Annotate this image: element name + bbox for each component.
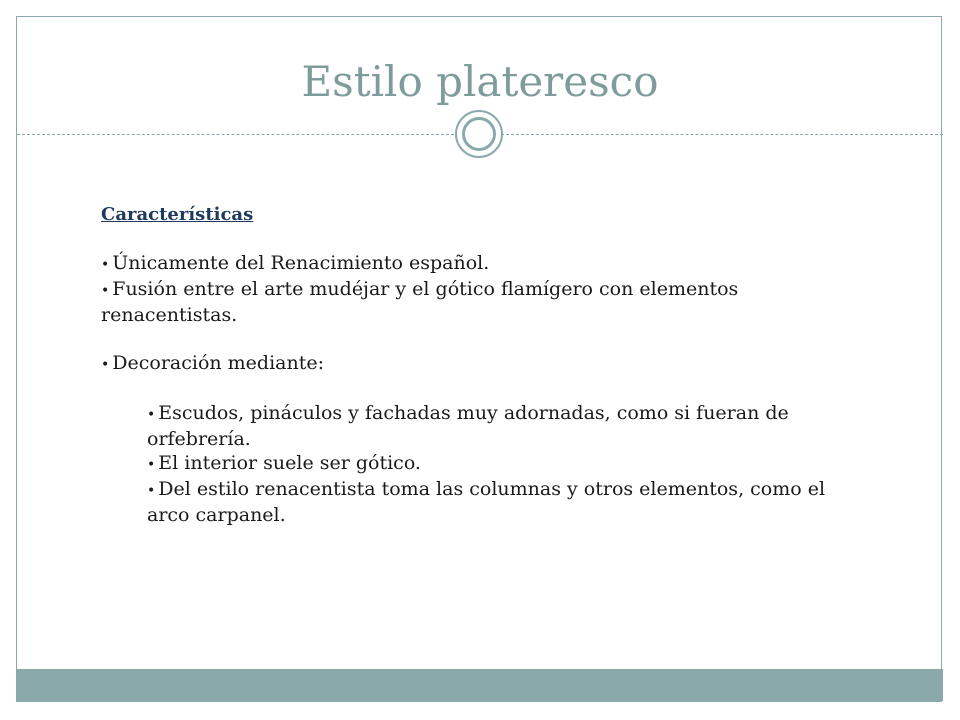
sub-bullet-item [147,401,827,451]
bullet-dot-icon: • [147,483,156,499]
spacer [101,377,861,401]
bullet-item [101,351,861,377]
sub-bullet-item [147,451,827,477]
bullet-text: Únicamente del Renacimiento español. [112,252,490,274]
sub-bullet-text: Del estilo renacentista toma las columnas y otros elementos, como el arco carpanel. [147,478,826,526]
slide-title: Estilo plateresco [301,57,659,106]
bullet-text: Fusión entre el arte mudéjar y el gótico flamígero con elementos renacentistas. [101,278,739,326]
sub-bullet-list [147,401,827,527]
sub-bullet-text: Escudos, pináculos y fachadas muy adornadas, como si fueran de orfebrería. [147,402,789,450]
bullet-item [101,277,861,327]
slide-content [101,203,861,527]
bullet-dot-icon: • [101,283,110,299]
bullet-text: Decoración mediante: [112,352,325,374]
bullet-dot-icon: • [101,257,110,273]
footer-band [17,669,943,701]
sub-bullet-item [147,477,827,527]
bullet-dot-icon: • [147,407,156,423]
sub-bullet-text: El interior suele ser gótico. [158,452,421,474]
slide [16,16,942,702]
circle-ornament-icon [455,110,503,158]
section-heading: Características [101,204,254,225]
bullet-item [101,251,861,277]
bullet-dot-icon: • [147,457,156,473]
bullet-dot-icon: • [101,357,110,373]
spacer [101,327,861,351]
